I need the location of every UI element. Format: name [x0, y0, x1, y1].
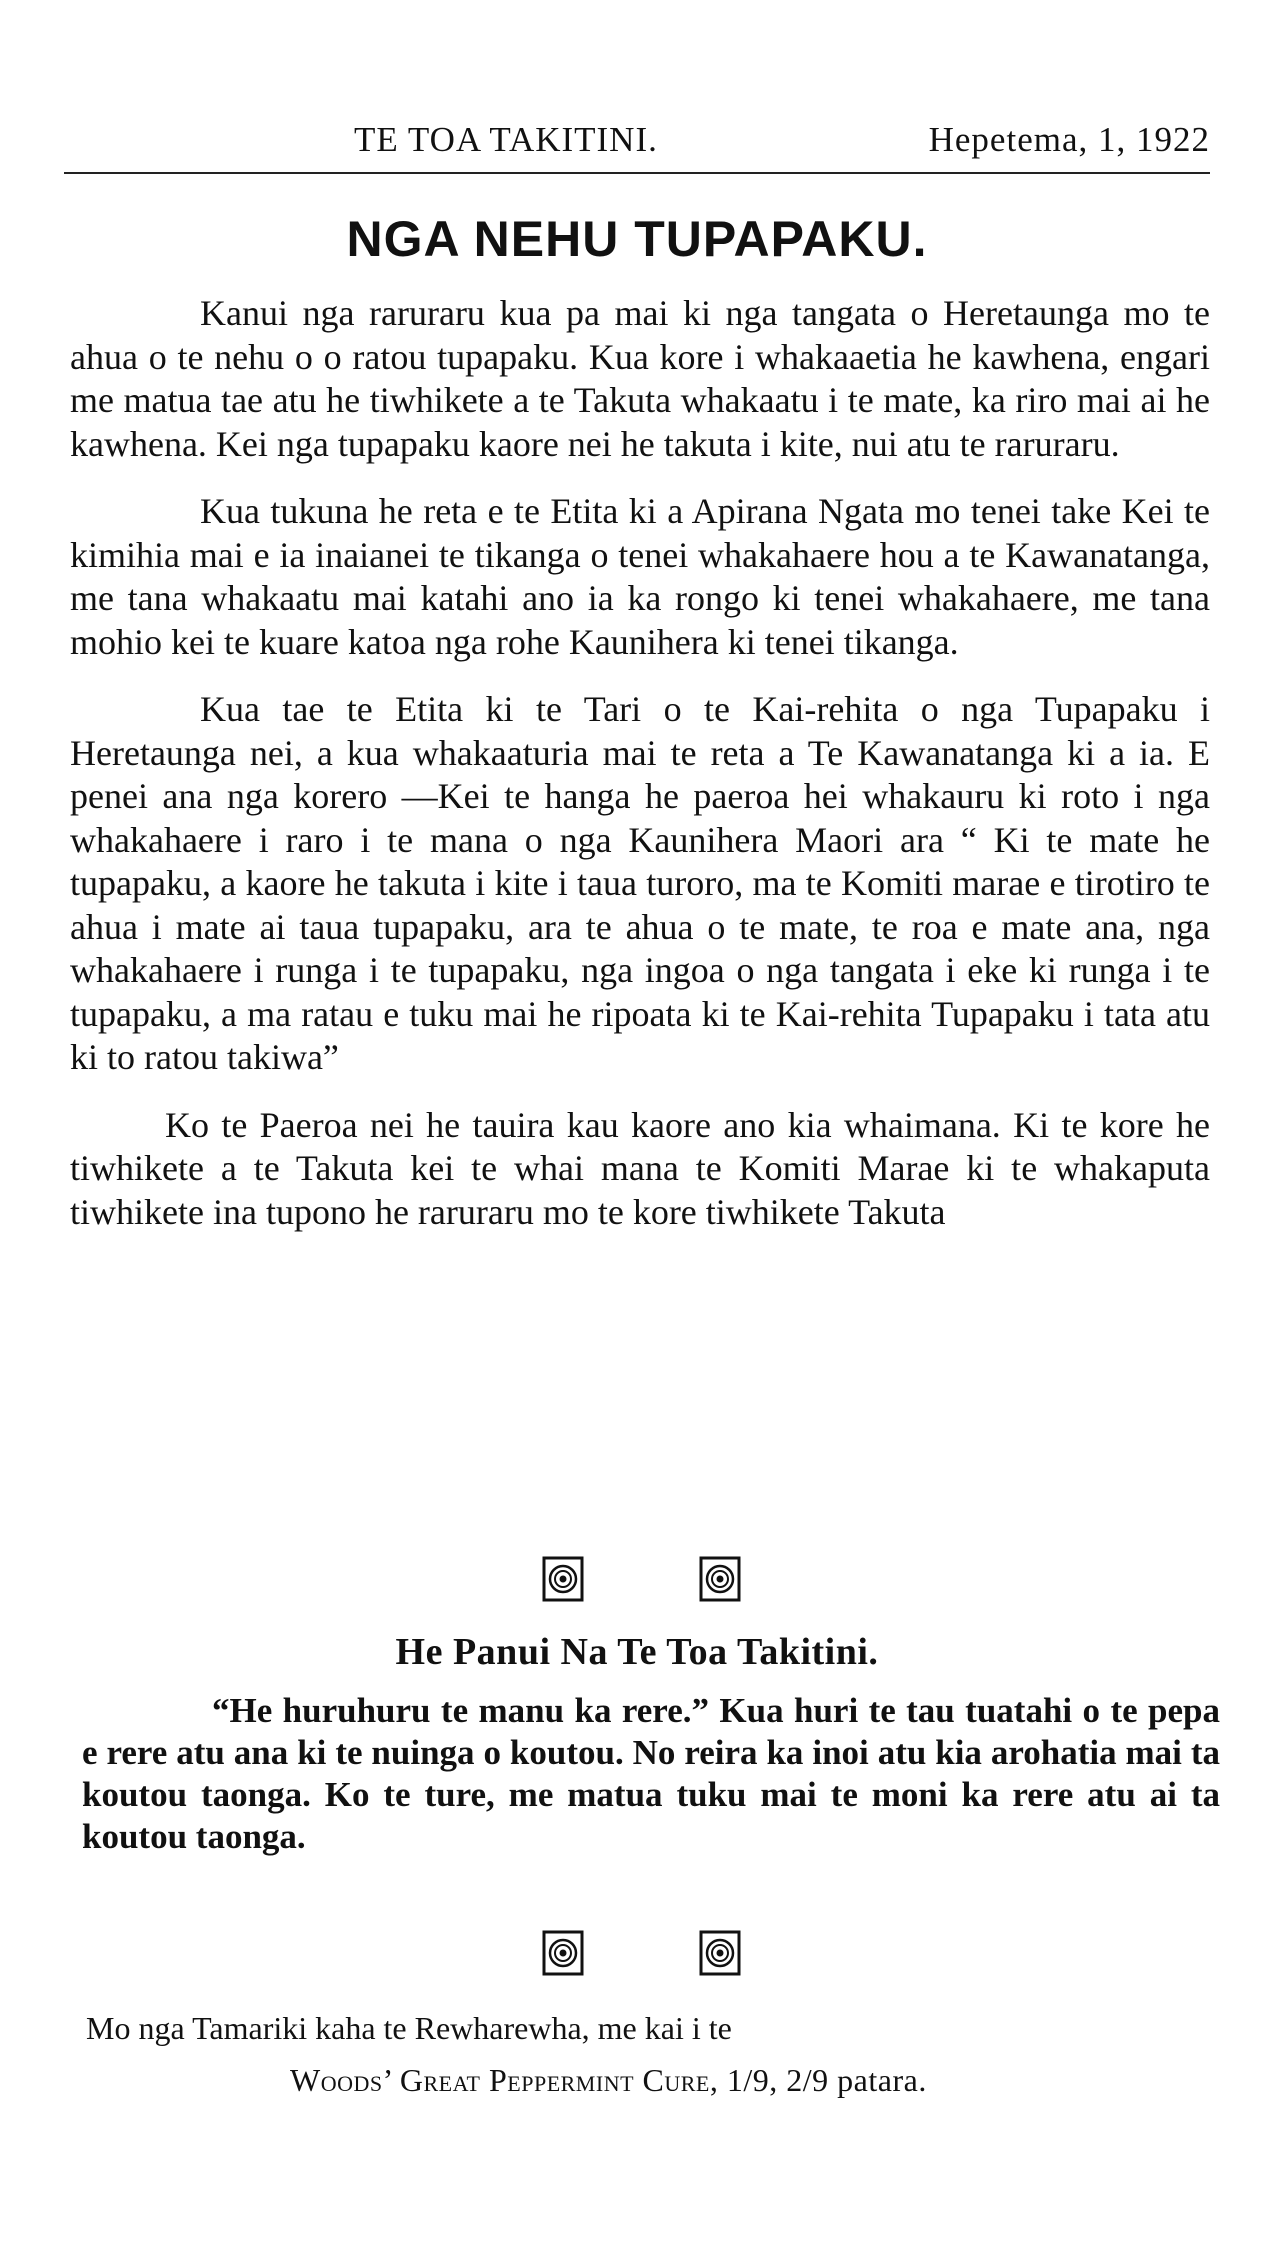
issue-date: Hepetema, 1, 1922: [928, 120, 1210, 159]
article-paragraph-3: Kua tae te Etita ki te Tari o te Kai-rehita o nga Tupapaku i Heretaunga nei, a kua whakaaturia mai te reta a Te Kawanatanga ki a ia. E penei ana nga korero —Kei te hanga he paeroa hei whakauru ki roto i nga whakahaere i raro i te mana o nga Kaunihera Maori ara “ Ki te mate he tupapaku, a kaore he takuta i kite i taua turoro, ma te Komiti marae e tirotiro te ahua i mate ai taua tupapaku, ara te ahua o te mate, te roa e mate ana, nga whakahaere i runga i te tupapaku, nga ingoa o nga tangata i eke ki runga i te tupapaku, a ma ratau e tuku mai he ripoata ki te Kai-rehita Tupapaku i tata atu ki to ratou takiwa”: [70, 689, 1210, 1077]
running-title: TE TOA TAKITINI.: [354, 120, 658, 159]
advert-price: 1/9, 2/9 patara.: [726, 2062, 927, 2098]
spiral-square-ornament-icon: [699, 1556, 741, 1602]
notice-text: “He huruhuru te manu ka rere.” Kua huri te tau tuatahi o te pepa e rere atu ana ki te nuinga o koutou. No reira ka inoi atu kia arohatia mai ta koutou taonga. Ko te ture, me matua tuku mai te moni ka rere atu ai ta koutou taonga.: [82, 1691, 1220, 1856]
spiral-square-ornament-icon: [699, 1930, 741, 1976]
advert-product-name: Woods’ Great Peppermint Cure,: [290, 2062, 719, 2098]
advert-line: Mo nga Tamariki kaha te Rewharewha, me kai i te: [86, 2010, 732, 2046]
article-paragraph-1: Kanui nga raruraru kua pa mai ki nga tangata o Heretaunga mo te ahua o te nehu o o ratou tupapaku. Kua kore i whakaaetia he kawhena, engari me matua tae atu he tiwhikete a te Takuta whakaatu i te mate, ka riro mai ai he kawhena. Kei nga tupapaku kaore nei he takuta i kite, nui atu te raruraru.: [70, 293, 1210, 464]
advert-product-line: [290, 2062, 927, 2099]
ornament-divider-top: [0, 1556, 1280, 1604]
article-title: NGA NEHU TUPAPAKU.: [346, 211, 928, 267]
spiral-square-ornament-icon: [542, 1556, 584, 1602]
article-body: [70, 292, 1210, 1258]
header-rule: [64, 172, 1210, 174]
article-paragraph-4: Ko te Paeroa nei he tauira kau kaore ano kia whaimana. Ki te kore he tiwhikete a te Takuta kei te whai mana te Komiti Marae ki te whakaputa tiwhikete ina tupono he raruraru mo te kore tiwhikete Takuta: [70, 1104, 1210, 1232]
article-paragraph-2: Kua tukuna he reta e te Etita ki a Apirana Ngata mo tenei take Kei te kimihia mai e ia inaianei te tikanga o tenei whakahaere hou a te Kawanatanga, me tana whakaatu mai katahi ano ia ka rongo ki tenei whakahaere, me tana mohio kei te kuare katoa nga rohe Kaunihera ki tenei tikanga.: [70, 491, 1210, 662]
notice-title: He Panui Na Te Toa Takitini.: [395, 1631, 879, 1673]
spiral-square-ornament-icon: [542, 1930, 584, 1976]
running-head: [64, 120, 1210, 168]
ornament-divider-bottom: [0, 1930, 1280, 1978]
